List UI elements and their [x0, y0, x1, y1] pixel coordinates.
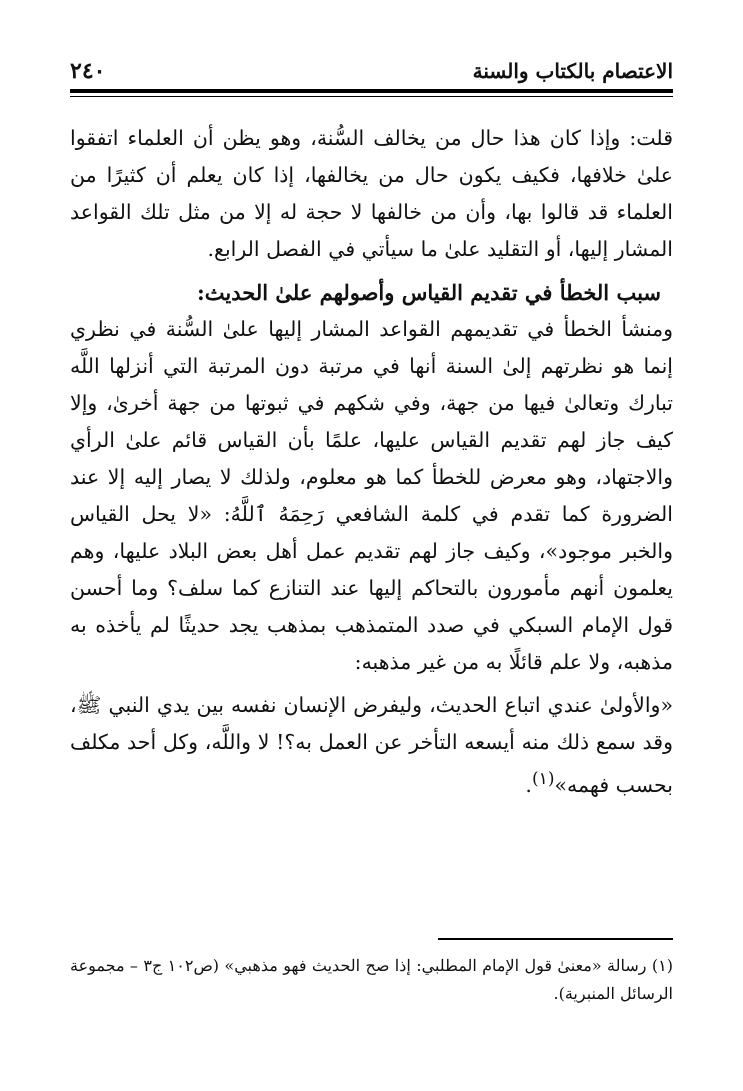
header-rule-thin	[70, 96, 673, 97]
paragraph-1: قلت: وإذا كان هذا حال من يخالف السُّنة، وهو يظن أن العلماء اتفقوا علىٰ خلافها، فكيف يكون حال من يخالفها، إذا كان يعلم أن كثيرًا من العلماء قد قالوا بها، وأن من خالفها لا حجة له إلا من مثل تلك القواعد المشار إليها، أو التقليد علىٰ ما سيأتي في الفصل الرابع.	[70, 126, 673, 261]
quotation	[70, 687, 673, 804]
main-text	[70, 120, 673, 804]
paragraph-2: ومنشأ الخطأ في تقديمهم القواعد المشار إليها علىٰ السُّنة في نظري إنما هو نظرتهم إلىٰ السنة أنها في مرتبة دون المرتبة التي أنزلها اللَّه تبارك وتعالىٰ فيها من جهة، وفي شكهم في ثبوتها من جهة أخرىٰ، وإلا كيف جاز لهم تقديم القياس عليها، علمًا بأن القياس قائم علىٰ الرأي والاجتهاد، وهو معرض للخطأ كما هو معلوم، ولذلك لا يصار إليه إلا عند الضرورة كما تقدم في كلمة الشافعي رَحِمَهُ ٱللَّهُ: «لا يحل القياس والخبر موجود»، وكيف جاز لهم تقديم عمل أهل بعض البلاد عليها، وهم يعلمون أنهم مأمورون بالتحاكم إليها عند التنازع كما سلف؟ وما أحسن قول الإمام السبكي في صدد المتمذهب بمذهب يجد حديثًا لم يأخذه به مذهبه، ولا علم قائلًا به من غير مذهبه:	[70, 317, 673, 674]
section-heading: سبب الخطأ في تقديم القياس وأصولهم علىٰ الحديث:	[197, 280, 661, 305]
footnote: (١) رسالة «معنىٰ قول الإمام المطلبي: إذا صح الحديث فهو مذهبي» (ص١٠٢ ج٣ – مجموعة الرسائل المنبرية).	[70, 956, 673, 1003]
quote-text: «والأولىٰ عندي اتباع الحديث، وليفرض الإنسان نفسه بين يدي النبي ﷺ، وقد سمع ذلك منه أيسعه التأخر عن العمل به؟! لا واللَّه، وكل أحد مكلف بحسب فهمه»	[70, 693, 673, 797]
footnote-reference: (١)	[531, 769, 555, 789]
page-header	[70, 56, 673, 86]
footnote-separator	[438, 938, 673, 940]
running-title: الاعتصام بالكتاب والسنة	[472, 59, 673, 83]
header-rule-thick	[70, 89, 673, 93]
page-number: ٢٤٠	[70, 58, 106, 84]
quote-end: .	[525, 772, 532, 797]
